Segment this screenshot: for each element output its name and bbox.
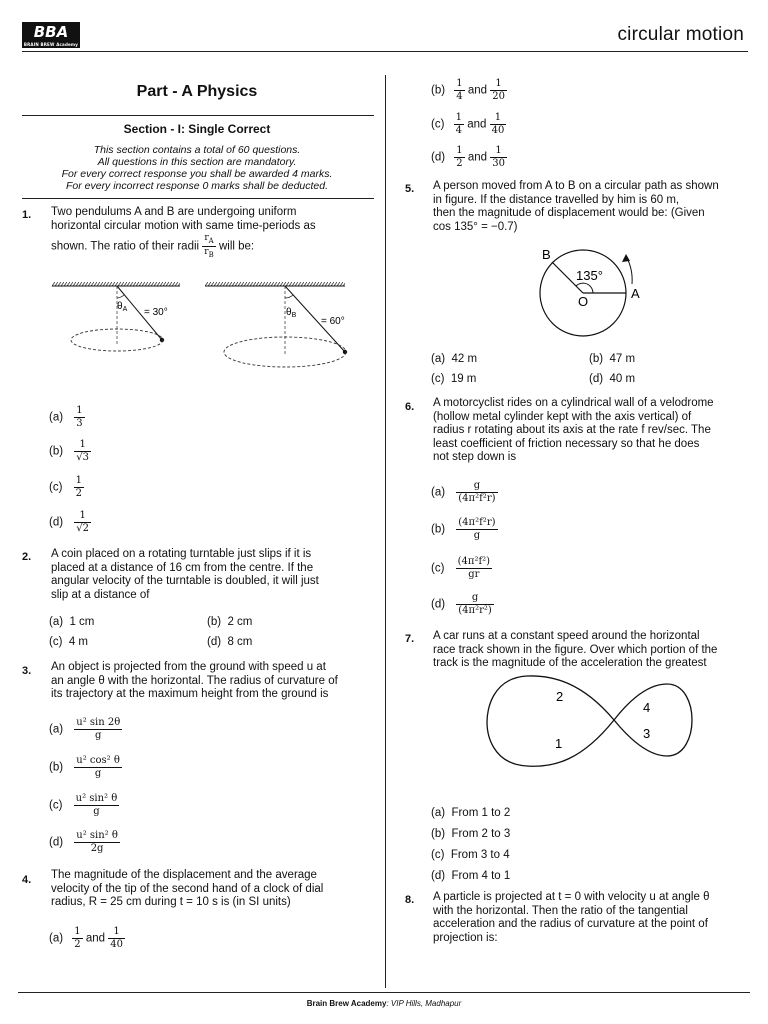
arrow-head-icon [622,254,630,262]
footer-brand: Brain Brew Academy [306,999,387,1008]
question-number: 2. [22,551,32,563]
question-7-text: A car runs at a constant speed around the horizontal race track shown in the figure. Over which portion of the track is the magnitude of the acceleration the greatest [433,630,718,669]
option-5c[interactable]: (c) 19 m [431,373,477,385]
option-7d[interactable]: (d) From 4 to 1 [431,870,511,882]
option-4d[interactable]: (d) $\frac{1}{2}$ and $\frac{1}{30}$ [431,145,505,169]
track-point-2: 2 [556,689,564,704]
option-1c[interactable]: (c) $\frac{1}{2}$ [49,475,82,499]
option-2d[interactable]: (d) 8 cm [207,636,253,648]
question-5-text: A person moved from A to B on a circular path as shown in figure. If the distance travelled by him is 60 m, then the magnitude of displacement would be: (Given cos 135° = −0.7) [433,180,719,233]
question-3-text: An object is projected from the ground with speed u at an angle θ with the horizontal. The radius of curvature of its trajectory at the maximum height from the ground is [51,661,338,700]
footer-address: : VIP Hills, Madhapur [386,999,462,1008]
question-8-text: A particle is projected at t = 0 with velocity u at angle θ with the horizontal. Then the ratio of the tangential acceleration and the radius of curvature at the point of projection is: [433,891,710,944]
bob-a [160,338,164,342]
track-point-1: 1 [555,736,563,751]
option-2c[interactable]: (c) 4 m [49,636,88,648]
option-7a[interactable]: (a) From 1 to 2 [431,807,511,819]
question-number: 5. [405,183,415,195]
radius-ratio-fraction: $\frac{r_A}{r_B}$ [204,233,214,259]
question-number: 3. [22,665,32,677]
race-track-figure [482,672,702,772]
center-o-label: O [578,294,589,309]
section-rule-bottom [22,198,374,199]
section-rule-top [22,115,374,116]
question-number: 8. [405,894,415,906]
angle-label: 135° [576,268,603,283]
footer [0,999,768,1008]
option-5b[interactable]: (b) 47 m [589,353,636,365]
header-rule [22,51,748,52]
figure-eight-track [487,676,692,766]
instruction-line: For every incorrect response 0 marks shall be deducted. [65,180,329,192]
track-point-4: 4 [643,700,651,715]
option-7c[interactable]: (c) From 3 to 4 [431,849,510,861]
option-6b[interactable]: (b) $\frac{\text{(4π²f²r)}}{g}$ [431,517,496,541]
track-point-3: 3 [643,726,651,741]
option-1b[interactable]: (b) $\frac{1}{√3}$ [49,439,89,463]
brand-logo [22,22,80,48]
point-b-label: B [542,247,551,262]
option-3c[interactable]: (c) $\frac{\text{u² sin² θ}}{g}$ [49,793,118,817]
point-a-label: A [631,286,640,301]
ceiling-a [52,282,180,286]
svg-text:θA: $\theta_A$ [117,301,128,313]
angle-a-label: = 30° [144,307,168,318]
option-2a[interactable]: (a) 1 cm [49,616,95,628]
option-6a[interactable]: (a) $\frac{g}{\text{(4π²f²r)}}$ [431,480,496,504]
question-number: 6. [405,401,415,413]
option-4a[interactable]: (a) $\frac{1}{2}$ and $\frac{1}{40}$ [49,926,123,950]
option-7b[interactable]: (b) From 2 to 3 [431,828,511,840]
bob-b [343,350,347,354]
question-6-text: A motorcyclist rides on a cylindrical wall of a velodrome (hollow metal cylinder kept with the axis vertical) of radius r rotating about its axis at the rate f rev/sec. The least coefficient of friction necessary so that he does not step down is [433,397,714,463]
pendulum-figure [40,278,360,378]
question-number: 7. [405,633,415,645]
option-1d[interactable]: (d) $\frac{1}{√2}$ [49,510,89,534]
chapter-title: circular motion [617,24,744,45]
instruction-line: All questions in this section are mandatory. [97,156,297,168]
part-title: Part - A Physics [136,83,258,100]
circular-path-figure [530,244,660,344]
ceiling-b [205,282,345,286]
question-4-text: The magnitude of the displacement and the average velocity of the tip of the second hand of a clock of dial radius, R = 25 cm during t = 10 s is (in SI units) [51,869,324,908]
question-1-text: Two pendulums A and B are undergoing uniform horizontal circular motion with same time-periods as shown. The ratio of their radii $\frac{r_A}{r_B}$ will be: [51,206,316,259]
instruction-line: For every correct response you shall be awarded 4 marks. [61,168,333,180]
option-4b[interactable]: (b) $\frac{1}{4}$ and $\frac{1}{20}$ [431,78,505,102]
option-3a[interactable]: (a) $\frac{\text{u² sin 2θ}}{g}$ [49,717,121,741]
instruction-line: This section contains a total of 60 questions. [93,144,301,156]
option-3b[interactable]: (b) $\frac{\text{u² cos² θ}}{g}$ [49,755,120,779]
logo-text: BBA [33,23,69,41]
section-title: Section - I: Single Correct [123,122,271,136]
question-number: 4. [22,874,32,886]
question-number: 1. [22,209,32,221]
angle-b-label: = 60° [321,316,345,327]
column-divider [385,75,386,988]
footer-rule [18,992,750,993]
question-2-text: A coin placed on a rotating turntable just slips if it is placed at a distance of 16 cm from the centre. If the angular velocity of the turntable is doubled, it will just slip at a distance of [51,548,319,601]
instructions [22,144,372,192]
option-1a[interactable]: (a) $\frac{1}{3}$ [49,405,83,429]
option-2b[interactable]: (b) 2 cm [207,616,253,628]
svg-text:θB: $\theta_B$ [286,307,297,319]
option-5d[interactable]: (d) 40 m [589,373,636,385]
logo-subtext: BRAIN BREW Academy [23,42,79,47]
option-6d[interactable]: (d) $\frac{g}{\text{(4π²r²)}}$ [431,592,492,616]
option-4c[interactable]: (c) $\frac{1}{4}$ and $\frac{1}{40}$ [431,112,505,136]
option-6c[interactable]: (c) $\frac{\text{(4π²f²)}}{gr}$ [431,556,491,580]
option-5a[interactable]: (a) 42 m [431,353,478,365]
option-3d[interactable]: (d) $\frac{\text{u² sin² θ}}{2g}$ [49,830,118,854]
